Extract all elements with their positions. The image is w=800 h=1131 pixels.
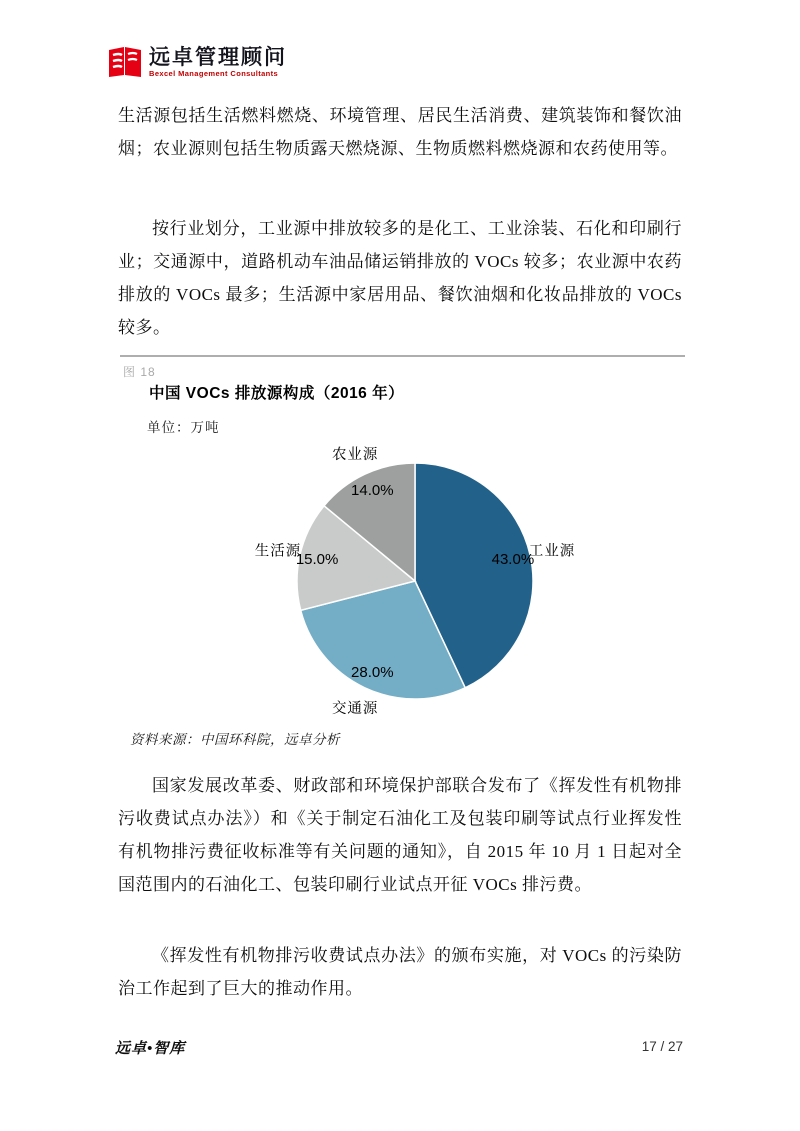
brand-name-english: Bexcel Management Consultants — [149, 69, 279, 78]
company-logo — [108, 46, 287, 78]
page-number: 17 / 27 — [641, 1039, 683, 1054]
paragraph-life-agriculture-sources: 生活源包括生活燃料燃烧、环境管理、居民生活消费、建筑装饰和餐饮油烟；农业源则包括生物质露天燃烧源、生物质燃料燃烧源和农药使用等。 — [118, 106, 682, 158]
book-logo-icon — [108, 46, 142, 78]
pie-chart-container — [120, 443, 680, 723]
paragraph-by-industry: 按行业划分，工业源中排放较多的是化工、工业涂装、石化和印刷行业；交通源中，道路机动车油品储运销排放的 VOCs 较多；农业源中农药排放的 VOCs 最多；生活源中家居用品、餐饮油烟和化妆品排放的 VOCs 较多。 — [118, 219, 682, 337]
brand-name-chinese: 远卓管理顾问 — [149, 45, 287, 69]
pie-category-label: 交通源 — [331, 701, 379, 718]
pie-value-label: 14.0% — [351, 482, 394, 500]
paragraph-fee-policy: 国家发展改革委、财政部和环境保护部联合发布了《挥发性有机物排污收费试点办法》）和《关于制定石油化工及包装印刷等试点行业挥发性有机物排污费征收标准等有关问题的通知》，自 2015 年 10 月 1 日起对全国范围内的石油化工、包装印刷行业试点开征 VOCs 排污费。 — [118, 776, 682, 894]
paragraph-policy-impact: 《挥发性有机物排污收费试点办法》的颁布实施，对 VOCs 的污染防治工作起到了巨大的推动作用。 — [118, 946, 682, 998]
figure-title: 中国 VOCs 排放源构成（2016 年） — [149, 385, 405, 402]
figure-top-rule — [120, 355, 685, 357]
figure-source-note: 资料来源：中国环科院，远卓分析 — [130, 732, 340, 747]
pie-value-label: 43.0% — [491, 551, 535, 569]
pie-chart — [120, 443, 680, 723]
figure-unit-label: 单位：万吨 — [147, 420, 220, 435]
pie-value-label: 28.0% — [351, 663, 394, 681]
figure-number-label: 图 18 — [123, 365, 156, 379]
pie-value-label: 15.0% — [295, 551, 339, 569]
footer-brand: 远卓•智库 — [115, 1041, 186, 1057]
pie-category-label: 生活源 — [254, 543, 302, 560]
pie-category-label: 农业源 — [331, 446, 379, 463]
pie-category-label: 工业源 — [528, 543, 576, 560]
